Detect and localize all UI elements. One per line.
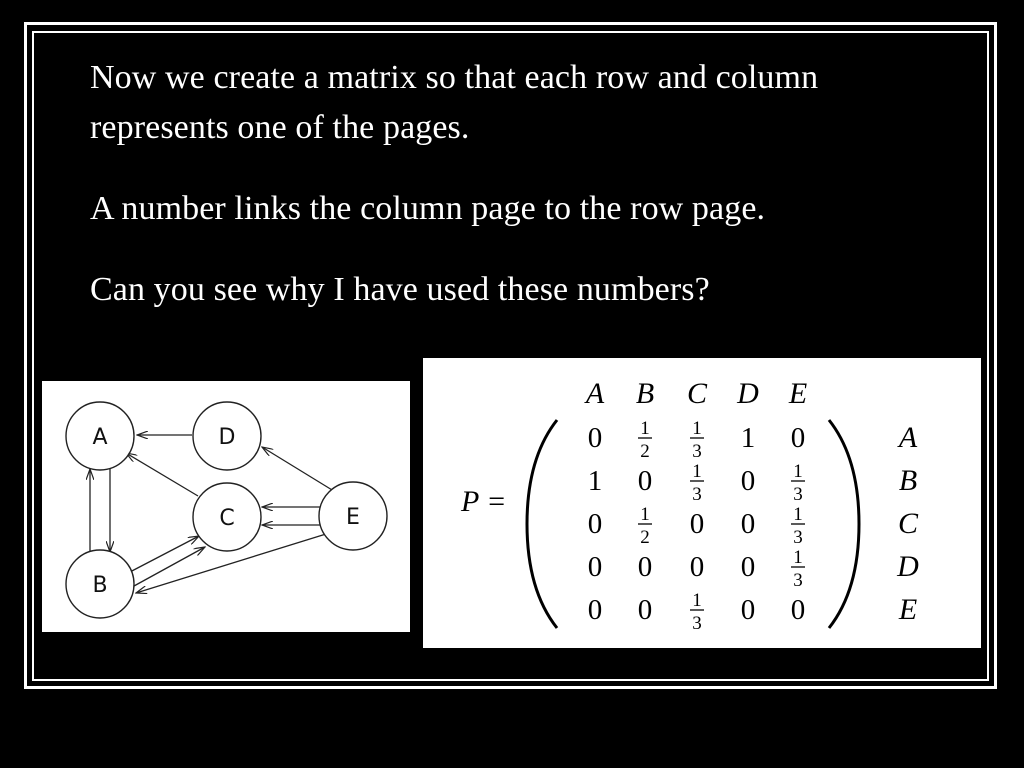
matrix-cell-r4-c1: 0 <box>587 551 603 583</box>
node-b-label: B <box>92 573 108 598</box>
matrix-cell-r4-c3: 0 <box>689 551 705 583</box>
node-c-label: C <box>219 506 235 531</box>
matrix-cell-r2-c5-numerator: 1 <box>793 461 803 482</box>
matrix-cell-r3-c4: 0 <box>740 508 756 540</box>
matrix-cell-r1-c2-denominator: 2 <box>640 441 650 462</box>
row-label-c: C <box>897 507 919 540</box>
paragraph-1-line-1: Now we create a matrix so that each row and column <box>90 59 819 96</box>
column-header-d: D <box>737 377 759 410</box>
row-label-a: A <box>898 421 918 454</box>
edge-b-to-c-upper <box>128 536 199 573</box>
matrix-cell-r4-c5-numerator: 1 <box>793 547 803 568</box>
matrix-cell-r1-c2-numerator: 1 <box>640 418 650 439</box>
matrix-cell-r5-c2: 0 <box>637 594 653 626</box>
matrix-cell-r1-c3-denominator: 3 <box>692 441 702 462</box>
node-e-label: E <box>346 505 360 530</box>
node-a-label: A <box>92 425 108 450</box>
edge-b-to-c-lower <box>134 547 205 586</box>
paragraph-3: Can you see why I have used these numbers? <box>90 271 710 308</box>
paragraph-1-line-2: represents one of the pages. <box>90 109 470 146</box>
row-label-b: B <box>898 464 918 497</box>
transition-matrix-panel <box>423 358 981 648</box>
matrix-cell-r1-c5: 0 <box>790 422 806 454</box>
edge-c-to-a <box>126 453 198 496</box>
column-header-a: A <box>585 377 605 410</box>
matrix-cell-r5-c1: 0 <box>587 594 603 626</box>
matrix-cell-r5-c3-numerator: 1 <box>692 590 702 611</box>
matrix-cell-r3-c5-numerator: 1 <box>793 504 803 525</box>
link-graph-panel <box>42 381 410 632</box>
matrix-lhs: P = <box>461 485 507 518</box>
matrix-cell-r2-c4: 0 <box>740 465 756 497</box>
row-label-e: E <box>898 593 918 626</box>
matrix-cell-r3-c2-numerator: 1 <box>640 504 650 525</box>
matrix-cell-r3-c5-denominator: 3 <box>793 527 803 548</box>
matrix-cell-r3-c2-denominator: 2 <box>640 527 650 548</box>
matrix-cell-r2-c3-denominator: 3 <box>692 484 702 505</box>
link-graph <box>42 381 410 632</box>
matrix-cell-r3-c3: 0 <box>689 508 705 540</box>
matrix-cell-r2-c3-numerator: 1 <box>692 461 702 482</box>
right-parenthesis <box>829 420 859 628</box>
matrix-cell-r3-c1: 0 <box>587 508 603 540</box>
matrix-cell-r4-c5-denominator: 3 <box>793 570 803 591</box>
matrix-cell-r1-c1: 0 <box>587 422 603 454</box>
matrix-cell-r2-c5-denominator: 3 <box>793 484 803 505</box>
matrix-cell-r5-c4: 0 <box>740 594 756 626</box>
node-d-label: D <box>218 425 236 450</box>
transition-matrix <box>423 358 981 648</box>
matrix-cell-r2-c1: 1 <box>587 465 603 497</box>
row-label-d: D <box>897 550 919 583</box>
matrix-cell-r1-c4: 1 <box>740 422 756 454</box>
matrix-cell-r4-c2: 0 <box>637 551 653 583</box>
edge-e-to-d <box>262 447 337 493</box>
column-header-e: E <box>788 377 808 410</box>
matrix-cell-r4-c4: 0 <box>740 551 756 583</box>
matrix-cell-r5-c5: 0 <box>790 594 806 626</box>
matrix-cell-r1-c3-numerator: 1 <box>692 418 702 439</box>
left-parenthesis <box>527 420 557 628</box>
matrix-cell-r5-c3-denominator: 3 <box>692 613 702 634</box>
column-header-c: C <box>686 377 708 410</box>
matrix-cell-r2-c2: 0 <box>637 465 653 497</box>
column-header-b: B <box>635 377 655 410</box>
paragraph-2: A number links the column page to the row page. <box>90 190 766 227</box>
